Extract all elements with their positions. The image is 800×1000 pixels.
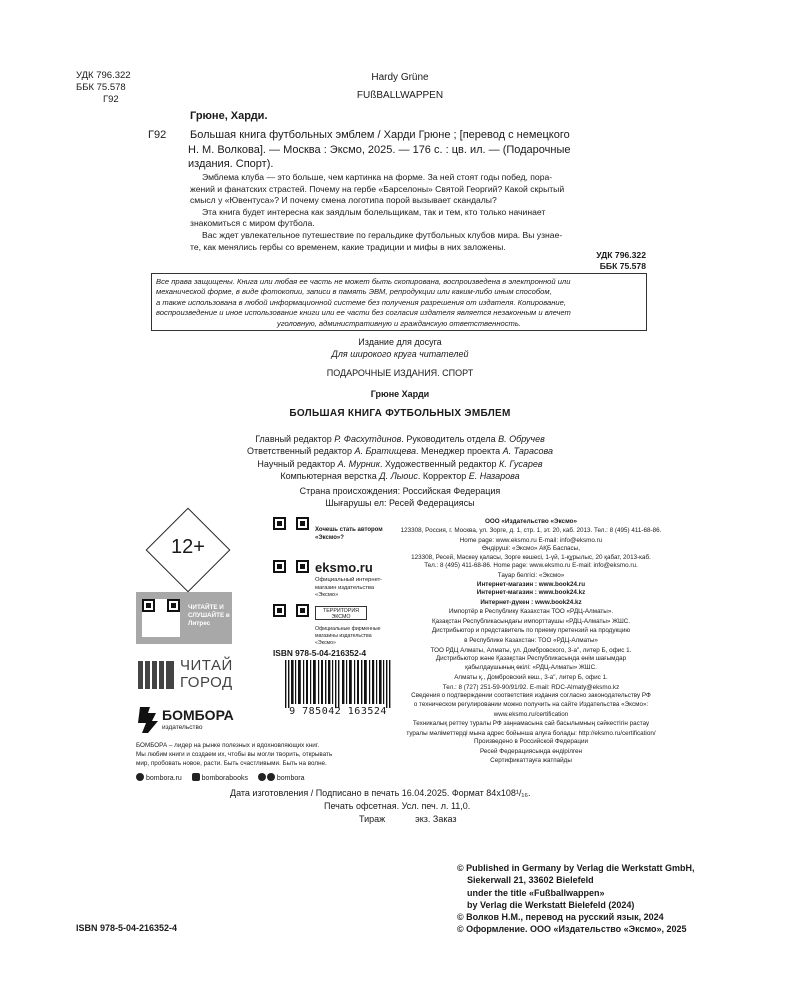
annotation-line: жений и фанатских страстей. Почему на гербе «Барселоны» Святой Георгий? Какой скрытый <box>190 183 565 194</box>
copyright-line: by Verlag die Werkstatt Bielefeld (2024) <box>467 899 635 910</box>
publisher-line: www.eksmo.ru/certification <box>493 710 569 718</box>
territory-desc: Официальные фирменные магазины издательства «Эксмо» <box>315 626 381 646</box>
edition-type: Издание для досуга <box>358 337 442 347</box>
staff-role: . Художественный редактор <box>379 458 500 469</box>
bottom-isbn: ISBN 978-5-04-216352-4 <box>76 923 178 933</box>
publisher-line: Тел.: 8 (727) 251-59-90/91/92. E-mail: RDC-Almaty@eksmo.kz <box>442 683 620 691</box>
staff-name: В. Обручев <box>498 434 545 444</box>
staff-name: А. Тарасова <box>502 446 553 457</box>
udk-code: УДК 796.322 <box>76 70 131 81</box>
copyright-line: © Оформление. ООО «Издательство «Эксмо», 2025 <box>457 924 687 935</box>
udk-code-right: УДК 796.322 <box>596 250 646 260</box>
publisher-line: Тауар белгісі: «Эксмо» <box>497 572 565 580</box>
bombora-desc <box>136 742 386 768</box>
entry-line: издания. Спорт). <box>188 158 274 170</box>
eksmo-desc: Официальный интернет-магазин издательства «Эксмо» <box>315 577 383 598</box>
rights-line: воспроизведение и иное использование книги или ее части без согласия издателя является незаконным и влечет <box>156 308 571 318</box>
publisher-line: Интернет-дүкен : www.book24.kz <box>480 599 582 607</box>
rights-line: уголовную, административную и гражданскую ответственность. <box>277 318 521 328</box>
staff-role: . Руководитель отдела <box>401 434 499 444</box>
publisher-info <box>400 518 662 765</box>
staff-line <box>200 445 600 457</box>
staff-name: Е. Назарова <box>468 470 520 481</box>
rights-notice <box>151 273 647 331</box>
publisher-line: о техническом регулировании можно получить на сайте Издательства «Эксмо»: <box>413 700 649 708</box>
bombora-icon <box>136 705 160 735</box>
print-run-label: Тираж <box>359 814 386 824</box>
publisher-line: 123308, Ресей, Мәскеу қаласы, Зорге көшесі, 1-үй, 1-құрылыс, 20 қабат, 2013-каб. <box>411 553 651 561</box>
qr-code-litres[interactable] <box>142 599 180 637</box>
staff-list <box>200 433 600 482</box>
entry-line: Н. М. Волкова]. — Москва : Эксмо, 2025. — 176 с. : цв. ил. — (Подарочные <box>188 143 571 156</box>
chitai-line1: ЧИТАЙ <box>180 657 233 674</box>
bombora-desc-line: Мы любим книги и создаем их, чтобы вы могли творить, открывать <box>136 750 333 758</box>
entry-g-code: Г92 <box>148 129 167 141</box>
publisher-line: Ресей Федерациясында өндірілген <box>479 748 583 756</box>
publisher-line: Қазақстан Республикасындағы импорттаушы «РДЦ-Алматы» ЖШС. <box>431 618 631 626</box>
publisher-line: Дистрибьютор и представитель по приему претензий на продукцию <box>431 626 631 634</box>
edition-series: ПОДАРОЧНЫЕ ИЗДАНИЯ. СПОРТ <box>326 368 474 378</box>
qr-code-author[interactable] <box>273 517 309 553</box>
annotation <box>190 172 650 253</box>
copyright-block <box>457 862 757 936</box>
staff-line <box>200 458 600 470</box>
entry-line: Большая книга футбольных эмблем / Харди Грюне ; [перевод с немецкого <box>190 129 570 141</box>
chitai-line2: ГОРОД <box>180 674 233 691</box>
publisher-line: Техникалық реттеу туралы РФ заңнамасына сай басылымның сәйкестігін растау <box>412 719 650 727</box>
annotation-line: Эта книга будет интересна как заядлым болельщикам, так и тем, кто только начинает <box>202 206 546 217</box>
bbk-code: ББК 75.578 <box>76 82 126 93</box>
chitai-gorod-icon <box>136 657 176 693</box>
chitai-gorod-logo <box>136 657 246 693</box>
publisher-line: в Республике Казахстан: ТОО «РДЦ-Алматы» <box>464 636 598 644</box>
print-run <box>230 813 650 826</box>
copyright-line: © Волков Н.М., перевод на русский язык, 2024 <box>457 912 664 923</box>
bombora-desc-line: мир, пробовать новое, расти. Быть счастливыми. Быть на волне. <box>136 759 327 767</box>
publisher-line: Өндіруші: «Эксмо» АҚБ Баспасы, <box>482 545 580 553</box>
isbn-label: ISBN 978-5-04-216352-4 <box>273 648 367 658</box>
annotation-line: знакомиться с миром футбола. <box>190 218 315 229</box>
staff-role: Компьютерная верстка <box>280 470 380 481</box>
publisher-line: қабылдаушының өкілі: «РДЦ-Алматы» ЖШС. <box>465 663 597 671</box>
bombora-sub: издательство <box>162 724 203 731</box>
age-rating-badge <box>146 508 230 592</box>
territory-logo: ТЕРРИТОРИЯ ЭКСМО <box>315 606 367 620</box>
publisher-line: Тел.: 8 (495) 411-68-86. Home page: www.eksmo.ru E-mail: info@eksmo.ru. <box>424 562 638 570</box>
bombora-desc-line: БОМБОРА – лидер на рынке полезных и вдохновляющих книг. <box>136 742 320 749</box>
staff-name: А. Братищева <box>354 446 416 457</box>
publisher-line: Произведено в Российской Федерации <box>473 738 589 746</box>
staff-line <box>200 433 600 445</box>
staff-role: Главный редактор <box>255 434 335 444</box>
copyright-line: under the title «Fußballwappen» <box>467 887 605 898</box>
bombora-link-social[interactable]: bombora <box>276 775 305 782</box>
bombora-links <box>136 773 386 783</box>
bombora-logo <box>136 705 246 737</box>
age-rating-text: 12+ <box>171 536 205 558</box>
print-order-label: экз. Заказ <box>415 814 457 824</box>
publisher-line: туралы мәліметтерді мына адрес бойынша алуға болады: http://eksmo.ru/certification/ <box>406 729 656 737</box>
annotation-line: те, как менялись гербы со временем, какие традиции и мифы в них заложены. <box>190 241 506 252</box>
print-date: Дата изготовления / Подписано в печать 16.04.2025. Формат 84x108¹/₁₆. <box>230 788 531 798</box>
publisher-line: Сведения о подтверждении соответствия издания согласно законодательству РФ <box>411 692 651 700</box>
g-code: Г92 <box>103 94 119 105</box>
staff-name: А. Мурник <box>337 458 380 469</box>
origin-kz: Шығарушы ел: Ресей Федерациясы <box>325 498 475 508</box>
barcode-bars <box>273 660 403 708</box>
copyright-line: Siekerwall 21, 33602 Bielefeld <box>467 875 594 886</box>
rights-line: а также использована в любой информационной системе без получения разрешения от издателя. Копирование, <box>156 297 566 307</box>
publisher-line: Импортёр в Республику Казахстан ТОО «РДЦ-Алматы». <box>448 607 614 615</box>
book-author: Грюне Харди <box>370 389 430 399</box>
staff-role: Ответственный редактор <box>247 446 355 457</box>
rights-line: механической форме, в виде фотокопии, записи в память ЭВМ, репродукции или каким-либо иным способом, <box>156 287 552 297</box>
edition-info <box>250 336 550 379</box>
annotation-line: Эмблема клуба — это больше, чем картинка на форме. За ней стоят годы побед, пора- <box>202 172 553 182</box>
qr-code-territory[interactable] <box>273 604 309 640</box>
print-info <box>230 787 650 826</box>
bombora-link-site[interactable]: bombora.ru <box>145 775 182 782</box>
publisher-line: Интернет-магазин : www.book24.kz <box>476 589 586 597</box>
publisher-line: 123308, Россия, г. Москва, ул. Зорге, д. 1, стр. 1, эт. 20, каб. 2013. Тел.: 8 (495) 411-68-86. <box>400 526 662 534</box>
book-title: БОЛЬШАЯ КНИГА ФУТБОЛЬНЫХ ЭМБЛЕМ <box>289 408 511 419</box>
vk-icon <box>192 773 200 781</box>
origin-info <box>250 485 550 509</box>
staff-role: . Менеджер проекта <box>416 446 503 457</box>
qr-author-caption: Хочешь стать автором «Эксмо»? <box>315 527 383 541</box>
publisher-line: Алматы қ., Домбровский көш., 3-а", литер Б, офис 1. <box>454 673 608 681</box>
staff-name: Р. Фасхутдинов <box>334 434 402 444</box>
right-codes <box>520 250 646 272</box>
publisher-line: ТОО РДЦ Алматы, Алматы, ул. Домбровского, 3-а", литер Б, офис 1. <box>430 646 632 654</box>
publisher-line: Home page: www.eksmo.ru E-mail: info@eksmo.ru <box>459 536 603 544</box>
barcode <box>273 660 403 720</box>
staff-line <box>200 470 600 482</box>
publisher-line: Интернет-магазин : www.book24.ru <box>476 580 586 588</box>
origin-ru: Страна происхождения: Российская Федерация <box>299 486 501 496</box>
original-author: Hardy Grüne <box>371 72 429 83</box>
edition-audience: Для широкого круга читателей <box>331 349 469 359</box>
original-title: FUßBALLWAPPEN <box>356 90 444 101</box>
original-info <box>310 71 490 102</box>
entry-description <box>190 128 650 172</box>
staff-name: К. Гусарев <box>499 458 543 469</box>
annotation-line: Вас ждет увлекательное путешествие по геральдике футбольных клубов мира. Вы узнае- <box>202 229 563 240</box>
publisher-line: ООО «Издательство «Эксмо» <box>484 518 577 525</box>
publisher-line: Дистрибьютор және Қазақстан Республикасында өнім шағымдар <box>435 655 627 663</box>
qr-code-eksmo[interactable] <box>273 560 309 596</box>
rights-line: Все права защищены. Книга или любая ее часть не может быть скопирована, воспроизведена в электронной или <box>156 277 571 286</box>
eksmo-site: eksmo.ru <box>315 560 373 575</box>
litres-text: ЧИТАЙТЕ И СЛУШАЙТЕ в Литрес <box>188 604 230 628</box>
entry-author-heading: Грюне, Харди. <box>190 110 268 122</box>
barcode-digits: 9 785042 163524 <box>289 706 387 717</box>
social-icon <box>258 773 266 781</box>
print-type: Печать офсетная. Усл. печ. л. 11,0. <box>324 801 471 811</box>
publisher-line: Сертификаттауға жатпайды <box>490 756 572 764</box>
staff-role: . Корректор <box>417 470 469 481</box>
litres-promo[interactable] <box>136 592 232 644</box>
staff-role: Научный редактор <box>257 458 338 469</box>
bombora-link-vk[interactable]: bomborabooks <box>201 775 248 782</box>
telegram-icon <box>267 773 275 781</box>
bombora-name: БОМБОРА <box>162 707 234 723</box>
copyright-line: © Published in Germany by Verlag die Werkstatt GmbH, <box>457 863 695 873</box>
annotation-line: смысл у «Ювентуса»? И почему смена логотипа порой вызывает скандалы? <box>190 195 497 206</box>
bbk-code-right: ББК 75.578 <box>599 261 646 271</box>
web-icon <box>136 773 144 781</box>
left-codes <box>76 70 156 106</box>
staff-name: Д. Лыоис <box>379 470 418 481</box>
